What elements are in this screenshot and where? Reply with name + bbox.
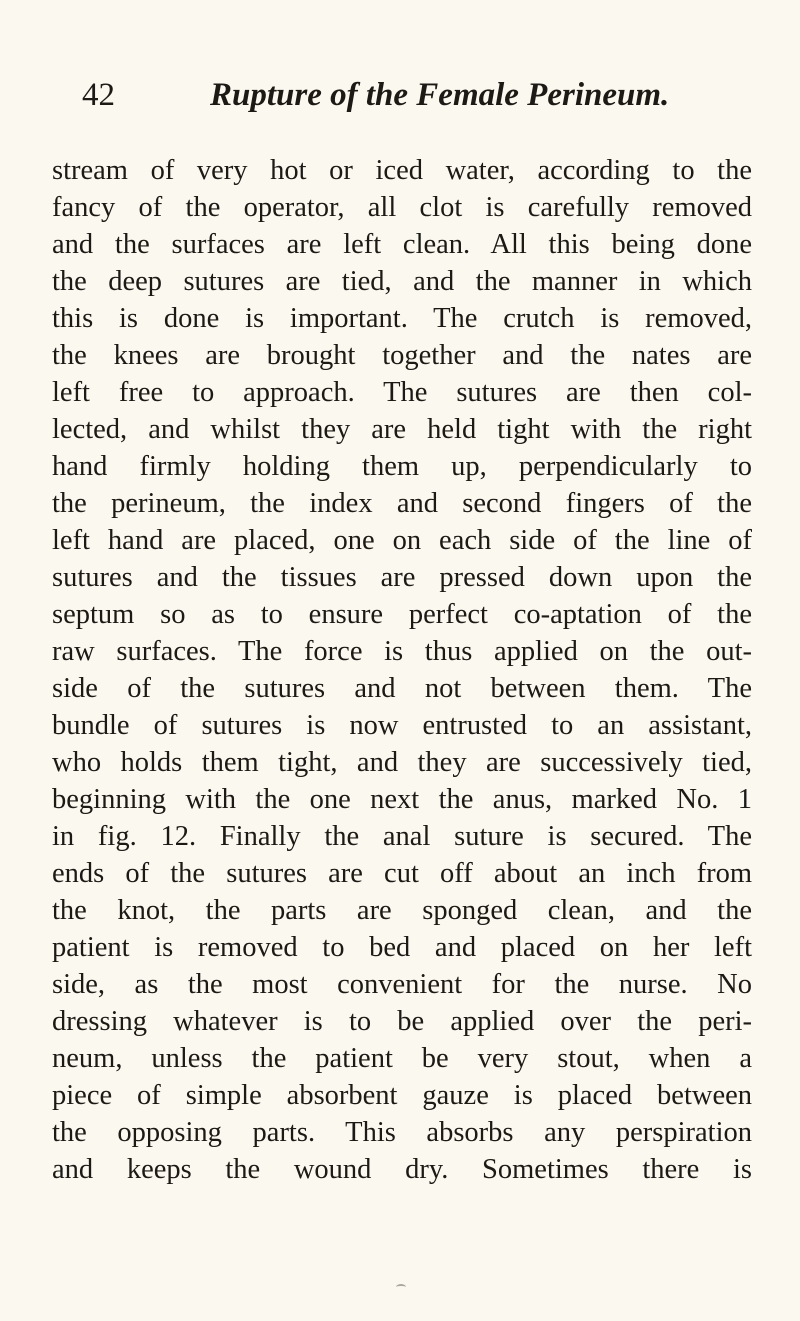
text-line: lected, and whilst they are held tight with the right [52, 414, 752, 445]
text-line: hand firmly holding them up, perpendicularly to [52, 451, 752, 482]
text-line: raw surfaces. The force is thus applied on the out- [52, 636, 752, 667]
text-line: the deep sutures are tied, and the manner in which [52, 266, 752, 297]
text-line: piece of simple absorbent gauze is placed between [52, 1080, 752, 1111]
page-number: 42 [82, 77, 115, 113]
text-line: fancy of the operator, all clot is carefully removed [52, 192, 752, 223]
text-line: sutures and the tissues are pressed down upon the [52, 562, 752, 593]
text-line: and the surfaces are left clean. All this being done [52, 229, 752, 260]
text-line: the knot, the parts are sponged clean, and the [52, 895, 752, 926]
body-text [52, 152, 752, 1188]
text-line: side, as the most convenient for the nurse. No [52, 969, 752, 1000]
text-line: the knees are brought together and the nates are [52, 340, 752, 371]
text-line: and keeps the wound dry. Sometimes there is [52, 1154, 752, 1185]
text-line: the perineum, the index and second fingers of the [52, 488, 752, 519]
text-line: ends of the sutures are cut off about an inch from [52, 858, 752, 889]
text-line: in fig. 12. Finally the anal suture is secured. The [52, 821, 752, 852]
running-title: Rupture of the Female Perineum. [210, 77, 670, 113]
text-line: this is done is important. The crutch is removed, [52, 303, 752, 334]
text-line: neum, unless the patient be very stout, when a [52, 1043, 752, 1074]
text-line: left hand are placed, one on each side of the line of [52, 525, 752, 556]
text-line: beginning with the one next the anus, marked No. 1 [52, 784, 752, 815]
text-line: stream of very hot or iced water, according to the [52, 155, 752, 186]
text-line: bundle of sutures is now entrusted to an assistant, [52, 710, 752, 741]
running-head [82, 72, 742, 118]
text-line: left free to approach. The sutures are then col- [52, 377, 752, 408]
text-line: patient is removed to bed and placed on her left [52, 932, 752, 963]
text-line: the opposing parts. This absorbs any perspiration [52, 1117, 752, 1148]
text-line: side of the sutures and not between them. The [52, 673, 752, 704]
text-line: who holds them tight, and they are successively tied, [52, 747, 752, 778]
text-line: dressing whatever is to be applied over the peri- [52, 1006, 752, 1037]
text-line: septum so as to ensure perfect co-aptation of the [52, 599, 752, 630]
print-smudge-mark [396, 1284, 406, 1290]
